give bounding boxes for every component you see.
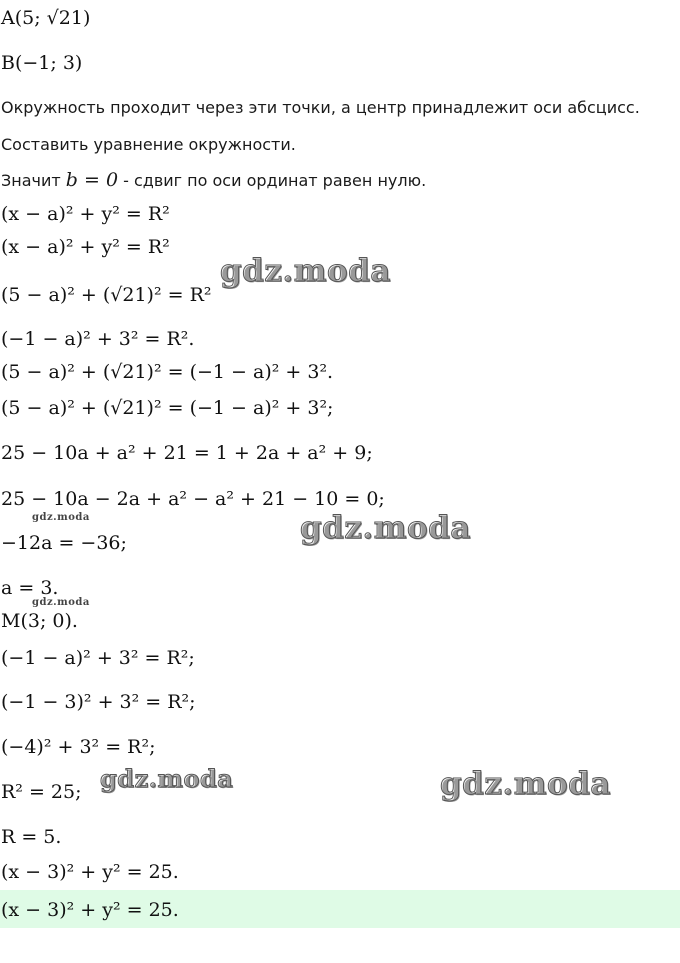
- math-line: (x − 3)² + y² = 25.: [1, 861, 179, 883]
- watermark: gdz.moda: [100, 764, 234, 793]
- math-line: (5 − a)² + (√21)² = (−1 − a)² + 3²;: [1, 397, 334, 419]
- watermark: gdz.moda: [32, 597, 90, 608]
- watermark: gdz.moda: [300, 510, 471, 546]
- math-line: (−1 − 3)² + 3² = R²;: [1, 691, 196, 713]
- math-line: (5 − a)² + (√21)² = R²: [1, 284, 212, 306]
- watermark: gdz.moda: [440, 766, 611, 802]
- task-text: Составить уравнение окружности.: [1, 135, 296, 154]
- math-line: (5 − a)² + (√21)² = (−1 − a)² + 3².: [1, 361, 334, 383]
- math-line: a = 3.: [1, 577, 59, 599]
- point-a-text: A(5; √21): [1, 7, 91, 29]
- hence-line: [1, 170, 426, 191]
- hence-formula: b = 0: [65, 169, 119, 191]
- math-line: (−4)² + 3² = R²;: [1, 736, 156, 758]
- math-line: R = 5.: [1, 826, 62, 848]
- point-b: [1, 51, 82, 75]
- point-b-text: B(−1; 3): [1, 52, 83, 74]
- math-line: (−1 − a)² + 3² = R²;: [1, 647, 195, 669]
- watermark: gdz.moda: [220, 253, 391, 289]
- math-line: (x − a)² + y² = R²: [1, 203, 170, 225]
- math-line: 25 − 10a − 2a + a² − a² + 21 − 10 = 0;: [1, 488, 385, 510]
- math-line: (−1 − a)² + 3² = R².: [1, 328, 195, 350]
- answer-line: (x − 3)² + y² = 25.: [1, 899, 179, 921]
- hence-prefix: Значит: [1, 171, 61, 190]
- point-a: [1, 6, 90, 30]
- hence-suffix: - сдвиг по оси ординат равен нулю.: [118, 171, 427, 190]
- condition-text: Окружность проходит через эти точки, а центр принадлежит оси абсцисс.: [1, 98, 640, 117]
- watermark: gdz.moda: [32, 512, 90, 523]
- math-line: (x − a)² + y² = R²: [1, 236, 170, 258]
- math-line: 25 − 10a + a² + 21 = 1 + 2a + a² + 9;: [1, 442, 373, 464]
- math-line: M(3; 0).: [1, 610, 78, 632]
- math-line: −12a = −36;: [1, 532, 127, 554]
- math-line: R² = 25;: [1, 781, 82, 803]
